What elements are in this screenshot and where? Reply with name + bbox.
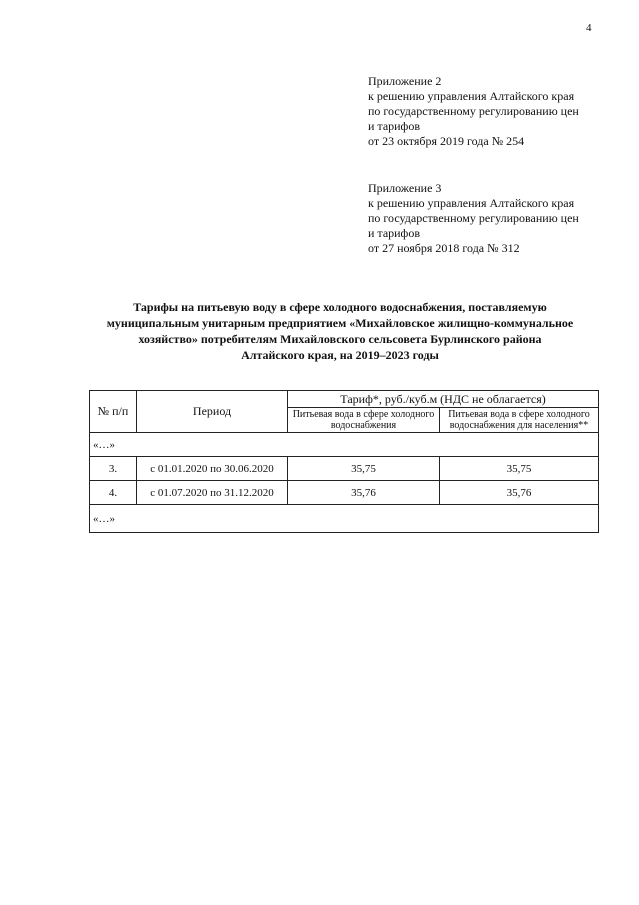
table-row <box>90 481 599 505</box>
table-header-row <box>90 391 599 408</box>
title-line: Тарифы на питьевую воду в сфере холодного водоснабжения, поставляемую <box>133 300 547 314</box>
cell-period: с 01.01.2020 по 30.06.2020 <box>137 457 288 481</box>
cell-tariff-a: 35,76 <box>288 481 440 505</box>
appendix-2-line: от 23 октября 2019 года № 254 <box>368 134 525 148</box>
appendix-2-line: к решению управления Алтайского края <box>368 89 575 103</box>
cell-number: 3. <box>90 457 137 481</box>
header-tariff-group: Тариф*, руб./куб.м (НДС не облагается) <box>288 391 599 408</box>
appendix-2-line: по государственному регулированию цен <box>368 104 579 118</box>
appendix-2-line: и тарифов <box>368 119 421 133</box>
table-row-ellipsis <box>90 433 599 457</box>
title-line: муниципальным унитарным предприятием «Михайловское жилищно-коммунальное <box>106 316 574 330</box>
table-row <box>90 457 599 481</box>
ellipsis-cell: «…» <box>90 505 599 533</box>
cell-tariff-b: 35,76 <box>440 481 599 505</box>
table-row-ellipsis <box>90 505 599 533</box>
appendix-3-line: от 27 ноября 2018 года № 312 <box>368 241 520 255</box>
ellipsis-cell: «…» <box>90 433 599 457</box>
appendix-3-line: к решению управления Алтайского края <box>368 196 575 210</box>
appendix-2-line: Приложение 2 <box>368 74 442 88</box>
appendix-3-line: по государственному регулированию цен <box>368 211 579 225</box>
page-number: 4 <box>586 22 592 34</box>
title-line: хозяйство» потребителям Михайловского сельсовета Бурлинского района <box>138 332 542 346</box>
header-period: Период <box>137 391 288 433</box>
header-drinking-water: Питьевая вода в сфере холодного водоснабжения <box>288 408 440 433</box>
header-number: № п/п <box>90 391 137 433</box>
appendix-2-block <box>368 74 618 149</box>
cell-tariff-a: 35,75 <box>288 457 440 481</box>
document-title <box>70 299 610 363</box>
appendix-3-line: Приложение 3 <box>368 181 442 195</box>
appendix-3-line: и тарифов <box>368 226 421 240</box>
title-line: Алтайского края, на 2019–2023 годы <box>241 348 439 362</box>
header-drinking-water-population: Питьевая вода в сфере холодного водоснабжения для населения** <box>440 408 599 433</box>
appendix-3-block <box>368 181 618 256</box>
cell-number: 4. <box>90 481 137 505</box>
cell-period: с 01.07.2020 по 31.12.2020 <box>137 481 288 505</box>
cell-tariff-b: 35,75 <box>440 457 599 481</box>
tariff-table <box>89 390 599 533</box>
